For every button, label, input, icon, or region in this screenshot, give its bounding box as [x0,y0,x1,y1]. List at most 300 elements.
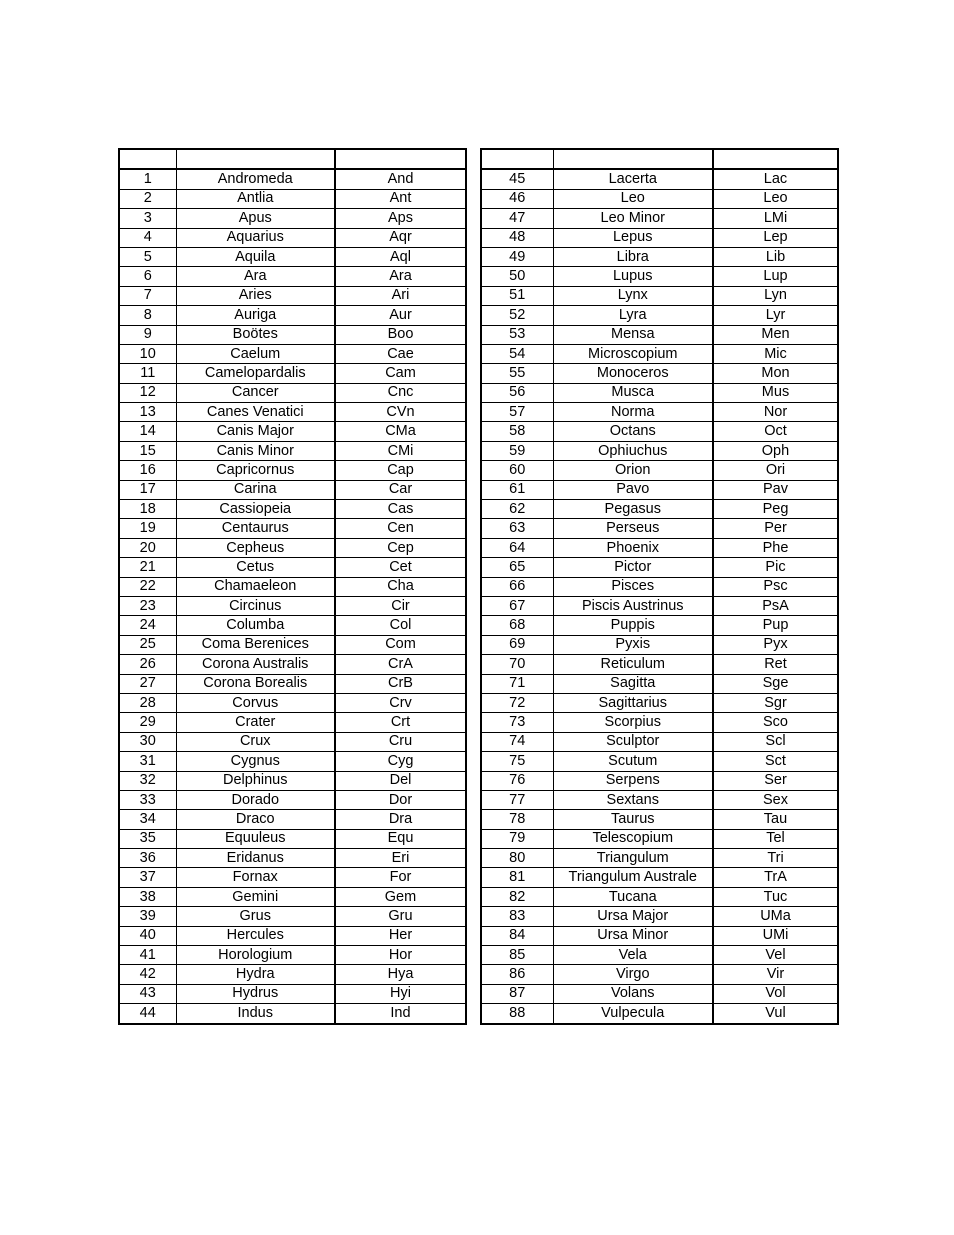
constellation-abbreviation: Aps [335,209,466,228]
constellation-table-left [118,148,467,1025]
constellation-abbreviation: Ari [335,286,466,305]
constellation-name: Fornax [176,868,335,887]
constellation-abbreviation: Mon [713,364,838,383]
constellation-number: 55 [481,364,553,383]
constellation-name: Caelum [176,344,335,363]
constellation-abbreviation: Aur [335,306,466,325]
constellation-abbreviation: Phe [713,538,838,557]
table-row [481,907,838,926]
table-row [119,558,466,577]
constellation-name: Boötes [176,325,335,344]
table-row [481,344,838,363]
constellation-abbreviation: Tel [713,829,838,848]
table-row [481,984,838,1003]
constellation-number: 68 [481,616,553,635]
table-body [481,149,838,1024]
constellation-abbreviation: Vul [713,1004,838,1024]
table-row [119,228,466,247]
table-row [119,752,466,771]
constellation-name: Lacerta [553,169,713,189]
table-row [481,558,838,577]
constellation-name: Hydra [176,965,335,984]
table-row [119,247,466,266]
table-row [119,713,466,732]
constellation-number: 60 [481,461,553,480]
constellation-name: Lyra [553,306,713,325]
constellation-number: 44 [119,1004,176,1024]
constellation-name: Aquila [176,247,335,266]
constellation-abbreviation: Ant [335,189,466,208]
table-row [119,829,466,848]
table-row [481,926,838,945]
constellation-number: 41 [119,946,176,965]
constellation-abbreviation: CMi [335,441,466,460]
constellation-abbreviation: Sco [713,713,838,732]
constellation-abbreviation: Lup [713,267,838,286]
table-row [119,926,466,945]
table-row [481,655,838,674]
constellation-name: Capricornus [176,461,335,480]
table-row [481,383,838,402]
table-row [119,596,466,615]
constellation-abbreviation: Vel [713,946,838,965]
constellation-abbreviation: Cha [335,577,466,596]
table-row [481,732,838,751]
table-row [481,325,838,344]
constellation-abbreviation: Boo [335,325,466,344]
constellation-name: Indus [176,1004,335,1024]
constellation-name: Vela [553,946,713,965]
constellation-number: 26 [119,655,176,674]
header-cell [335,149,466,169]
constellation-number: 61 [481,480,553,499]
constellation-abbreviation: Pyx [713,635,838,654]
constellation-abbreviation: Com [335,635,466,654]
table-row [119,771,466,790]
table-row [119,169,466,189]
constellation-abbreviation: Sgr [713,693,838,712]
constellation-number: 35 [119,829,176,848]
table-row [481,403,838,422]
table-row [481,519,838,538]
table-row [481,1004,838,1024]
constellation-number: 36 [119,849,176,868]
constellation-name: Antlia [176,189,335,208]
table-row [481,596,838,615]
constellation-abbreviation: Vir [713,965,838,984]
constellation-abbreviation: Sct [713,752,838,771]
constellation-number: 85 [481,946,553,965]
constellation-number: 32 [119,771,176,790]
constellation-abbreviation: Lep [713,228,838,247]
table-row [119,519,466,538]
constellation-name: Cetus [176,558,335,577]
constellation-name: Delphinus [176,771,335,790]
constellation-name: Canis Minor [176,441,335,460]
table-row [119,868,466,887]
header-cell [553,149,713,169]
constellation-number: 59 [481,441,553,460]
constellation-name: Hydrus [176,984,335,1003]
constellation-name: Pyxis [553,635,713,654]
constellation-number: 18 [119,500,176,519]
constellation-abbreviation: Tuc [713,887,838,906]
constellation-number: 66 [481,577,553,596]
constellation-abbreviation: Lac [713,169,838,189]
constellation-number: 77 [481,790,553,809]
table-row [119,344,466,363]
constellation-number: 53 [481,325,553,344]
constellation-abbreviation: Crv [335,693,466,712]
constellation-name: Sagittarius [553,693,713,712]
constellation-name: Gemini [176,887,335,906]
constellation-name: Reticulum [553,655,713,674]
constellation-number: 33 [119,790,176,809]
constellation-number: 27 [119,674,176,693]
constellation-name: Equuleus [176,829,335,848]
constellation-number: 79 [481,829,553,848]
constellation-number: 10 [119,344,176,363]
constellation-number: 31 [119,752,176,771]
table-row [119,286,466,305]
constellation-number: 28 [119,693,176,712]
constellation-number: 21 [119,558,176,577]
constellation-number: 87 [481,984,553,1003]
constellation-number: 49 [481,247,553,266]
constellation-abbreviation: Cen [335,519,466,538]
constellation-name: Mensa [553,325,713,344]
table-row [481,946,838,965]
constellation-abbreviation: Psc [713,577,838,596]
constellation-name: Puppis [553,616,713,635]
constellation-number: 1 [119,169,176,189]
constellation-abbreviation: Mic [713,344,838,363]
table-row [481,461,838,480]
table-row [119,1004,466,1024]
table-row [481,228,838,247]
constellation-name: Hercules [176,926,335,945]
table-header-row [481,149,838,169]
constellation-abbreviation: Cas [335,500,466,519]
constellation-table-right [480,148,839,1025]
constellation-number: 43 [119,984,176,1003]
constellation-name: Ursa Minor [553,926,713,945]
constellation-abbreviation: Equ [335,829,466,848]
constellation-name: Ophiuchus [553,441,713,460]
constellation-number: 38 [119,887,176,906]
table-row [481,965,838,984]
constellation-number: 47 [481,209,553,228]
constellation-abbreviation: Lyr [713,306,838,325]
constellation-abbreviation: And [335,169,466,189]
constellation-number: 12 [119,383,176,402]
constellation-abbreviation: Aqr [335,228,466,247]
constellation-abbreviation: Mus [713,383,838,402]
constellation-name: Leo [553,189,713,208]
constellation-number: 69 [481,635,553,654]
table-row [481,790,838,809]
constellation-number: 57 [481,403,553,422]
constellation-name: Piscis Austrinus [553,596,713,615]
table-row [119,790,466,809]
constellation-name: Chamaeleon [176,577,335,596]
constellation-name: Pavo [553,480,713,499]
table-row [119,810,466,829]
constellation-number: 86 [481,965,553,984]
constellation-number: 46 [481,189,553,208]
constellation-name: Virgo [553,965,713,984]
constellation-abbreviation: Cep [335,538,466,557]
constellation-name: Andromeda [176,169,335,189]
constellation-name: Serpens [553,771,713,790]
table-row [119,383,466,402]
constellation-number: 15 [119,441,176,460]
constellation-abbreviation: Hya [335,965,466,984]
constellation-abbreviation: Pup [713,616,838,635]
table-row [481,169,838,189]
constellation-number: 71 [481,674,553,693]
constellation-number: 83 [481,907,553,926]
constellation-name: Eridanus [176,849,335,868]
constellation-number: 23 [119,596,176,615]
constellation-abbreviation: Men [713,325,838,344]
constellation-number: 56 [481,383,553,402]
constellation-abbreviation: LMi [713,209,838,228]
table-row [119,674,466,693]
constellation-abbreviation: PsA [713,596,838,615]
constellation-abbreviation: CVn [335,403,466,422]
constellation-number: 37 [119,868,176,887]
constellation-number: 22 [119,577,176,596]
constellation-number: 78 [481,810,553,829]
table-row [481,441,838,460]
constellation-number: 81 [481,868,553,887]
constellation-abbreviation: Scl [713,732,838,751]
constellation-name: Cassiopeia [176,500,335,519]
table-row [481,422,838,441]
constellation-number: 70 [481,655,553,674]
table-row [481,267,838,286]
table-row [119,480,466,499]
constellation-name: Perseus [553,519,713,538]
constellation-abbreviation: Lyn [713,286,838,305]
constellation-abbreviation: Crt [335,713,466,732]
constellation-name: Horologium [176,946,335,965]
constellation-abbreviation: Cap [335,461,466,480]
constellation-name: Musca [553,383,713,402]
constellation-name: Sagitta [553,674,713,693]
constellation-name: Lepus [553,228,713,247]
constellation-name: Volans [553,984,713,1003]
table-row [119,267,466,286]
constellation-abbreviation: For [335,868,466,887]
constellation-name: Apus [176,209,335,228]
table-row [481,286,838,305]
constellation-abbreviation: Vol [713,984,838,1003]
constellation-name: Libra [553,247,713,266]
constellation-number: 75 [481,752,553,771]
constellation-number: 82 [481,887,553,906]
constellation-number: 19 [119,519,176,538]
constellation-name: Ara [176,267,335,286]
constellation-name: Phoenix [553,538,713,557]
constellation-number: 51 [481,286,553,305]
constellation-name: Corona Australis [176,655,335,674]
constellation-abbreviation: Lib [713,247,838,266]
constellation-number: 62 [481,500,553,519]
table-row [119,441,466,460]
constellation-name: Aries [176,286,335,305]
table-row [481,635,838,654]
constellation-number: 9 [119,325,176,344]
constellation-abbreviation: Oct [713,422,838,441]
constellation-abbreviation: Eri [335,849,466,868]
constellation-number: 25 [119,635,176,654]
table-row [481,713,838,732]
table-row [119,364,466,383]
constellation-name: Centaurus [176,519,335,538]
constellation-abbreviation: Cru [335,732,466,751]
constellation-abbreviation: Del [335,771,466,790]
constellation-abbreviation: Car [335,480,466,499]
table-row [119,306,466,325]
constellation-abbreviation: Pav [713,480,838,499]
constellation-name: Lupus [553,267,713,286]
constellation-number: 80 [481,849,553,868]
constellation-name: Grus [176,907,335,926]
constellation-number: 13 [119,403,176,422]
table-row [481,538,838,557]
constellation-number: 72 [481,693,553,712]
table-row [481,810,838,829]
header-cell [176,149,335,169]
constellation-number: 40 [119,926,176,945]
constellation-name: Leo Minor [553,209,713,228]
table-row [119,189,466,208]
constellation-number: 63 [481,519,553,538]
constellation-number: 6 [119,267,176,286]
constellation-name: Microscopium [553,344,713,363]
constellation-abbreviation: Aql [335,247,466,266]
constellation-abbreviation: Leo [713,189,838,208]
table-row [481,868,838,887]
table-row [481,887,838,906]
constellation-name: Taurus [553,810,713,829]
table-row [119,732,466,751]
constellation-name: Norma [553,403,713,422]
constellation-abbreviation: Ser [713,771,838,790]
constellation-name: Camelopardalis [176,364,335,383]
table-row [119,325,466,344]
constellation-number: 50 [481,267,553,286]
constellation-number: 17 [119,480,176,499]
table-row [119,422,466,441]
table-row [119,693,466,712]
constellation-name: Triangulum [553,849,713,868]
constellation-number: 58 [481,422,553,441]
constellation-name: Pegasus [553,500,713,519]
constellation-abbreviation: Ret [713,655,838,674]
constellation-number: 29 [119,713,176,732]
constellation-abbreviation: Hyi [335,984,466,1003]
constellation-abbreviation: Nor [713,403,838,422]
table-row [481,306,838,325]
constellation-abbreviation: Ara [335,267,466,286]
constellation-abbreviation: UMa [713,907,838,926]
constellation-name: Ursa Major [553,907,713,926]
constellation-name: Dorado [176,790,335,809]
constellation-name: Cancer [176,383,335,402]
table-row [119,965,466,984]
constellation-number: 24 [119,616,176,635]
constellation-abbreviation: Ori [713,461,838,480]
constellation-abbreviation: Cyg [335,752,466,771]
constellation-name: Canis Major [176,422,335,441]
table-row [481,616,838,635]
constellation-abbreviation: Dor [335,790,466,809]
constellation-abbreviation: CrA [335,655,466,674]
constellation-number: 64 [481,538,553,557]
constellation-name: Crater [176,713,335,732]
table-header-row [119,149,466,169]
constellation-abbreviation: Sge [713,674,838,693]
table-row [481,752,838,771]
constellation-abbreviation: Cnc [335,383,466,402]
table-row [481,189,838,208]
constellation-number: 8 [119,306,176,325]
constellation-name: Draco [176,810,335,829]
constellation-number: 5 [119,247,176,266]
table-row [481,480,838,499]
table-row [119,887,466,906]
table-row [481,209,838,228]
constellation-name: Vulpecula [553,1004,713,1024]
table-row [119,616,466,635]
constellation-abbreviation: Gru [335,907,466,926]
constellation-name: Canes Venatici [176,403,335,422]
constellation-name: Carina [176,480,335,499]
table-row [119,984,466,1003]
constellation-abbreviation: CrB [335,674,466,693]
constellation-number: 74 [481,732,553,751]
constellation-name: Pisces [553,577,713,596]
constellation-name: Tucana [553,887,713,906]
constellation-name: Scutum [553,752,713,771]
constellation-number: 67 [481,596,553,615]
constellation-number: 4 [119,228,176,247]
table-body [119,149,466,1024]
table-row [119,635,466,654]
constellation-number: 39 [119,907,176,926]
table-row [119,500,466,519]
constellation-number: 3 [119,209,176,228]
constellation-name: Auriga [176,306,335,325]
table-row [481,364,838,383]
table-row [119,907,466,926]
table-row [119,538,466,557]
constellation-name: Corvus [176,693,335,712]
constellation-number: 52 [481,306,553,325]
constellation-name: Sculptor [553,732,713,751]
constellation-number: 48 [481,228,553,247]
constellation-abbreviation: Peg [713,500,838,519]
table-row [481,829,838,848]
constellation-number: 11 [119,364,176,383]
table-row [119,849,466,868]
constellation-number: 14 [119,422,176,441]
constellation-name: Scorpius [553,713,713,732]
header-cell [713,149,838,169]
